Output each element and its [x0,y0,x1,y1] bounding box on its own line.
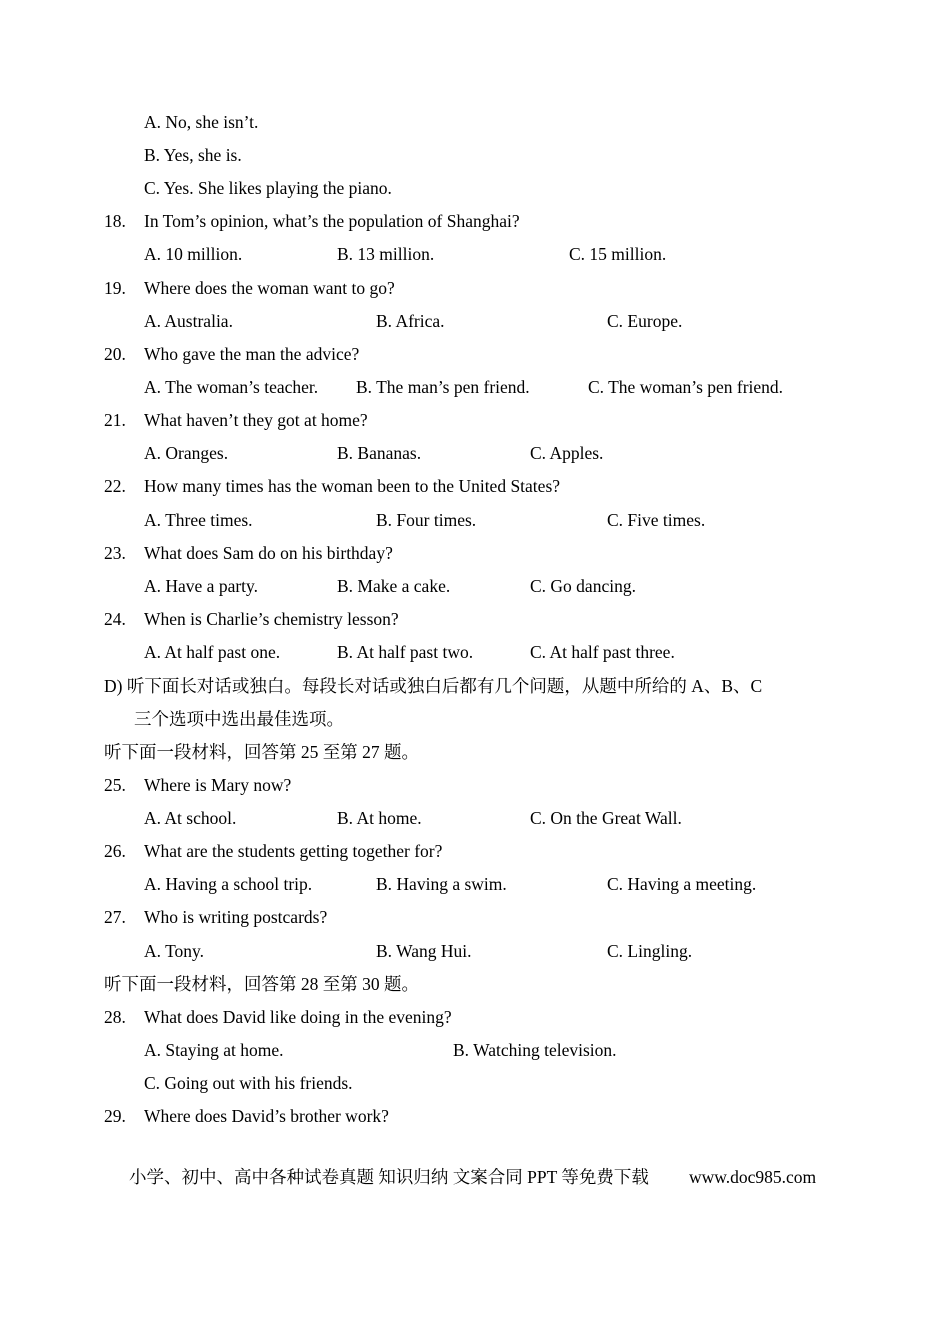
question-text: Where is Mary now? [144,775,292,795]
question-number: 23. [104,543,126,563]
option-b: B. At home. [337,808,422,828]
option-b: B. The man’s pen friend. [356,377,530,397]
question-number: 26. [104,841,126,861]
option-c: C. Apples. [530,443,604,463]
question-text: What does Sam do on his birthday? [144,543,393,563]
question-text: Where does the woman want to go? [144,278,395,298]
question-number: 18. [104,211,126,231]
question-number: 22. [104,476,126,496]
option-a: A. At half past one. [144,642,281,662]
question-text: When is Charlie’s chemistry lesson? [144,609,399,629]
option-a: A. Tony. [144,941,205,961]
option-c: C. Lingling. [607,941,693,961]
option-c: C. 15 million. [569,244,667,264]
option-a: A. Three times. [144,510,253,530]
option-c: C. Yes. She likes playing the piano. [144,178,392,198]
option-b: B. 13 million. [337,244,435,264]
option-b: B. Africa. [376,311,445,331]
option-a: A. The woman’s teacher. [144,377,319,397]
option-b: B. Four times. [376,510,477,530]
option-c: C. Five times. [607,510,706,530]
footer-text: 小学、初中、高中各种试卷真题 知识归纳 文案合同 PPT 等免费下载 [129,1167,649,1187]
question-number: 20. [104,344,126,364]
option-b: B. At half past two. [337,642,474,662]
option-c: C. Go dancing. [530,576,636,596]
option-c: C. Having a meeting. [607,874,757,894]
question-number: 24. [104,609,126,629]
question-text: What does David like doing in the evening? [144,1007,452,1027]
instruction: 听下面一段材料，回答第 28 至第 30 题。 [104,974,419,994]
question-number: 21. [104,410,126,430]
option-a: A. Have a party. [144,576,259,596]
option-a: A. Oranges. [144,443,229,463]
question-text: Who gave the man the advice? [144,344,360,364]
option-b: B. Watching television. [453,1040,617,1060]
option-a: A. Staying at home. [144,1040,284,1060]
option-c: C. The woman’s pen friend. [588,377,784,397]
option-c: C. At half past three. [530,642,675,662]
option-b: B. Bananas. [337,443,422,463]
question-text: In Tom’s opinion, what’s the population of Shanghai? [144,211,520,231]
option-a: A. Australia. [144,311,233,331]
footer-link[interactable]: www.doc985.com [689,1167,817,1187]
option-c: C. On the Great Wall. [530,808,682,828]
option-a: A. No, she isn’t. [144,112,259,132]
section-heading: D) 听下面长对话或独白。每段长对话或独白后都有几个问题，从题中所给的 A、B、C [104,676,763,696]
option-a: A. 10 million. [144,244,243,264]
question-number: 25. [104,775,126,795]
option-b: B. Having a swim. [376,874,507,894]
section-heading-continued: 三个选项中选出最佳选项。 [134,709,344,729]
instruction: 听下面一段材料，回答第 25 至第 27 题。 [104,742,419,762]
question-number: 29. [104,1106,126,1126]
option-c: C. Going out with his friends. [144,1073,353,1093]
question-number: 27. [104,907,126,927]
option-c: C. Europe. [607,311,683,331]
question-text: Where does David’s brother work? [144,1106,389,1126]
question-text: Who is writing postcards? [144,907,328,927]
option-a: A. At school. [144,808,237,828]
option-b: B. Make a cake. [337,576,451,596]
option-b: B. Wang Hui. [376,941,472,961]
option-a: A. Having a school trip. [144,874,313,894]
question-text: What haven’t they got at home? [144,410,368,430]
question-text: What are the students getting together for? [144,841,443,861]
question-number: 19. [104,278,126,298]
option-b: B. Yes, she is. [144,145,242,165]
question-text: How many times has the woman been to the United States? [144,476,561,496]
question-number: 28. [104,1007,126,1027]
